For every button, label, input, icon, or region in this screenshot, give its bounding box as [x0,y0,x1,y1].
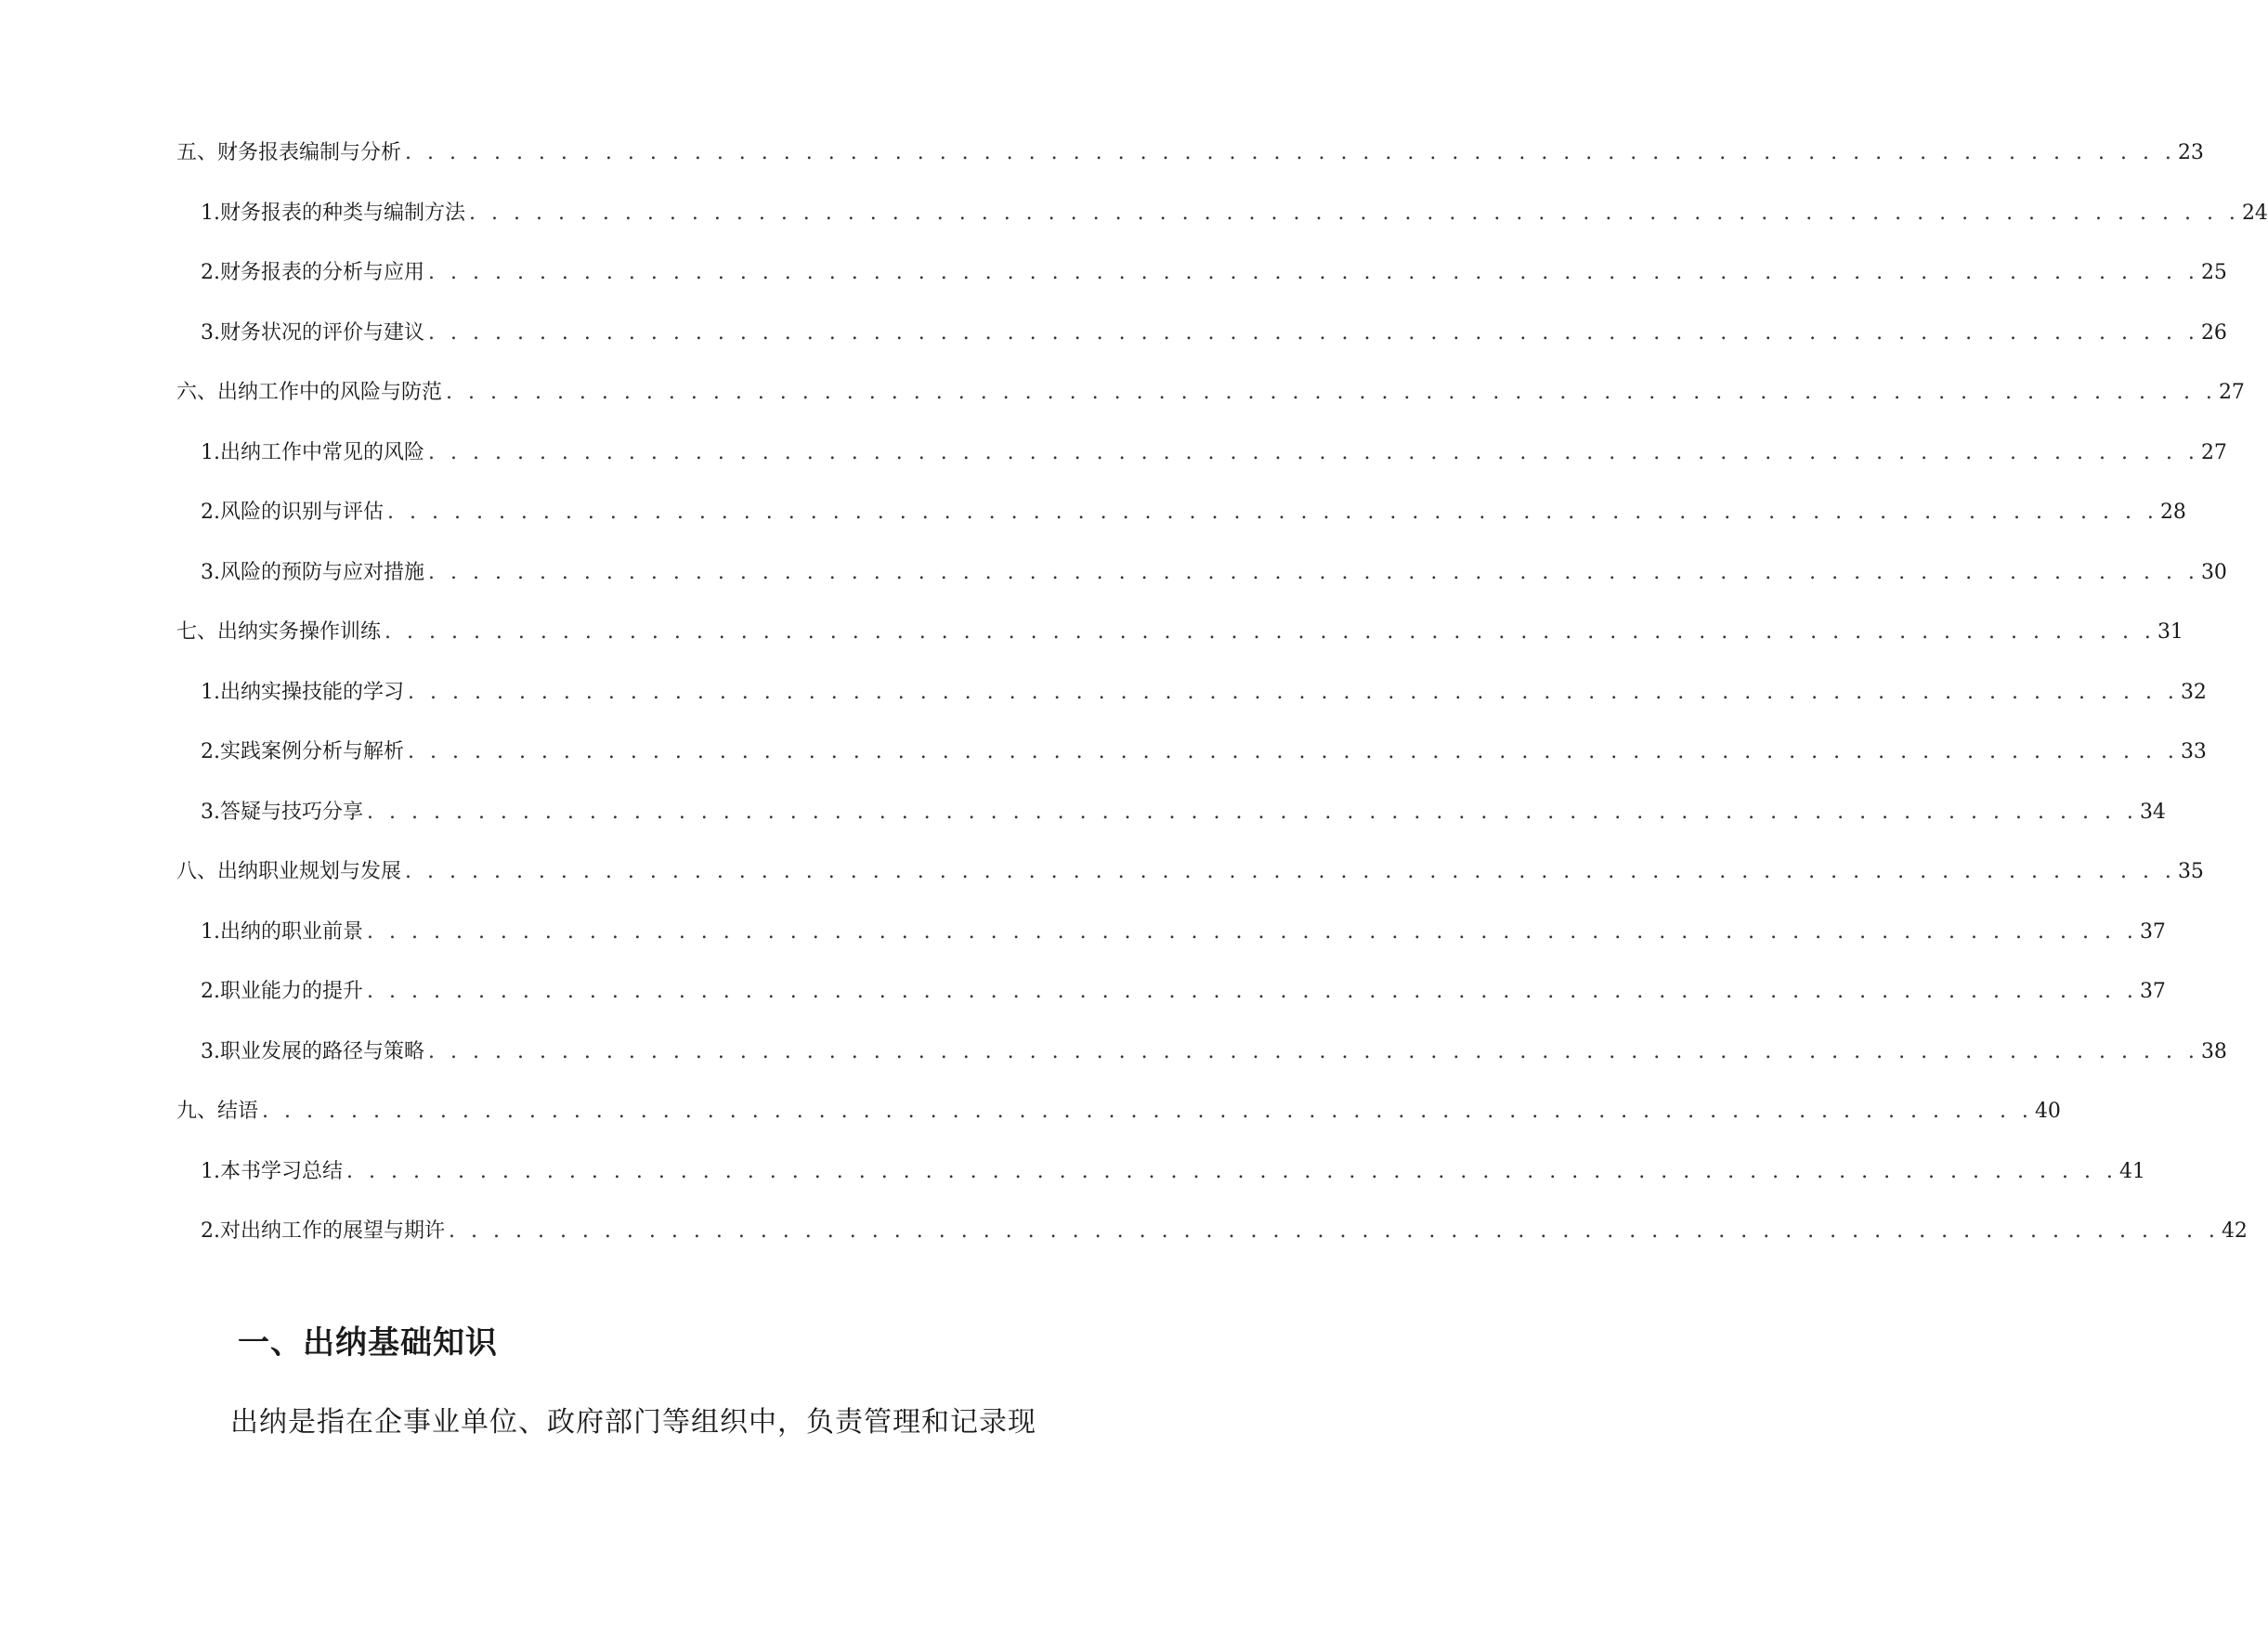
toc-entry-page-number: 26 [2200,321,2227,345]
toc-entry-title: 出纳的职业前景 [220,920,364,944]
toc-entry-number: 3. [201,1040,220,1063]
toc-section-entry[interactable] [201,499,2186,527]
toc-dot-leader: . . . . . . . . . . . . . . . . . . . . . . . . . . . . . . . . . . . . . . . . . . . . . . . . . . . . . . . . . . . . . . . . . . . . . . . . . . . . . . . . [367,920,2138,944]
toc-entry-title: 财务报表的种类与编制方法 [220,202,466,225]
toc-entry-title: 风险的预防与应对措施 [220,561,425,584]
toc-entry-number: 1. [201,202,220,225]
toc-dot-leader: . . . . . . . . . . . . . . . . . . . . . . . . . . . . . . . . . . . . . . . . . . . . . . . . . . . . . . . . . . . . . . . . . . . . . . . . . . . . . . . . [449,1219,2220,1243]
toc-entry-page-number: 37 [2139,980,2166,1003]
toc-entry-page-number: 27 [2200,441,2227,464]
toc-entry-number: 2. [201,261,220,284]
toc-entry-page-number: 28 [2159,501,2186,524]
toc-dot-leader: . . . . . . . . . . . . . . . . . . . . . . . . . . . . . . . . . . . . . . . . . . . . . . . . . . . . . . . . . . . . . . . . . . . . . . . . . . . . . . . . [346,1160,2118,1183]
toc-section-entry[interactable] [201,738,2207,766]
toc-entry-title: 对出纳工作的展望与期许 [220,1219,446,1243]
toc-chapter-entry[interactable] [176,619,2183,646]
toc-entry-page-number: 37 [2139,920,2166,944]
toc-entry-title: 出纳工作中常见的风险 [220,441,425,464]
toc-dot-leader: . . . . . . . . . . . . . . . . . . . . . . . . . . . . . . . . . . . . . . . . . . . . . . . . . . . . . . . . . . . . . . . . . . . . . . . . . . . . . . . . [469,202,2240,225]
toc-entry-number: 2. [201,1219,220,1243]
toc-section-entry[interactable] [201,919,2166,946]
section-paragraph: 出纳是指在企事业单位、政府部门等组织中，负责管理和记录现 [230,1406,1036,1439]
toc-entry-page-number: 33 [2180,740,2207,763]
toc-dot-leader: . . . . . . . . . . . . . . . . . . . . . . . . . . . . . . . . . . . . . . . . . . . . . . . . . . . . . . . . . . . . . . . . . . . . . . . . . . . . . . . . [408,681,2179,704]
toc-entry-title: 风险的识别与评估 [220,501,385,524]
toc-section-entry[interactable] [201,259,2227,287]
toc-dot-leader: . . . . . . . . . . . . . . . . . . . . . . . . . . . . . . . . . . . . . . . . . . . . . . . . . . . . . . . . . . . . . . . . . . . . . . . . . . . . . . . . [262,1100,2033,1123]
toc-entry-page-number: 23 [2177,141,2204,164]
toc-dot-leader: . . . . . . . . . . . . . . . . . . . . . . . . . . . . . . . . . . . . . . . . . . . . . . . . . . . . . . . . . . . . . . . . . . . . . . . . . . . . . . . . [408,740,2179,763]
toc-section-entry[interactable] [201,1218,2248,1245]
toc-dot-leader: . . . . . . . . . . . . . . . . . . . . . . . . . . . . . . . . . . . . . . . . . . . . . . . . . . . . . . . . . . . . . . . . . . . . . . . . . . . . . . . . [428,261,2199,284]
toc-dot-leader: . . . . . . . . . . . . . . . . . . . . . . . . . . . . . . . . . . . . . . . . . . . . . . . . . . . . . . . . . . . . . . . . . . . . . . . . . . . . . . . . [428,441,2199,464]
toc-dot-leader: . . . . . . . . . . . . . . . . . . . . . . . . . . . . . . . . . . . . . . . . . . . . . . . . . . . . . . . . . . . . . . . . . . . . . . . . . . . . . . . . [428,321,2199,345]
toc-entry-title: 五、财务报表编制与分析 [176,141,402,164]
toc-entry-number: 2. [201,501,220,524]
toc-entry-page-number: 41 [2118,1160,2145,1183]
toc-section-entry[interactable] [201,439,2227,467]
toc-entry-page-number: 35 [2177,860,2204,883]
toc-dot-leader: . . . . . . . . . . . . . . . . . . . . . . . . . . . . . . . . . . . . . . . . . . . . . . . . . . . . . . . . . . . . . . . . . . . . . . . . . . . . . . . . [367,980,2138,1003]
toc-section-entry[interactable] [201,319,2227,347]
toc-entry-page-number: 40 [2034,1100,2061,1123]
toc-section-entry[interactable] [201,799,2166,827]
toc-chapter-entry[interactable] [176,1098,2061,1126]
toc-entry-page-number: 25 [2200,261,2227,284]
toc-entry-page-number: 38 [2200,1040,2227,1063]
toc-section-entry[interactable] [201,1158,2145,1186]
toc-entry-title: 九、结语 [176,1100,259,1123]
toc-section-entry[interactable] [201,978,2166,1006]
toc-chapter-entry[interactable] [176,858,2204,886]
toc-entry-page-number: 27 [2218,381,2245,404]
toc-chapter-entry[interactable] [176,379,2245,407]
toc-entry-number: 1. [201,441,220,464]
toc-dot-leader: . . . . . . . . . . . . . . . . . . . . . . . . . . . . . . . . . . . . . . . . . . . . . . . . . . . . . . . . . . . . . . . . . . . . . . . . . . . . . . . . [367,801,2138,824]
toc-entry-title: 八、出纳职业规划与发展 [176,860,402,883]
toc-entry-number: 1. [201,681,220,704]
toc-entry-page-number: 32 [2180,681,2207,704]
toc-entry-title: 财务状况的评价与建议 [220,321,425,345]
toc-entry-page-number: 30 [2200,561,2227,584]
toc-dot-leader: . . . . . . . . . . . . . . . . . . . . . . . . . . . . . . . . . . . . . . . . . . . . . . . . . . . . . . . . . . . . . . . . . . . . . . . . . . . . . . . . [387,501,2158,524]
toc-entry-title: 职业能力的提升 [220,980,364,1003]
toc-section-entry[interactable] [201,559,2227,587]
toc-entry-title: 职业发展的路径与策略 [220,1040,425,1063]
toc-section-entry[interactable] [201,200,2268,228]
toc-entry-number: 3. [201,321,220,345]
toc-entry-page-number: 31 [2157,620,2183,644]
toc-dot-leader: . . . . . . . . . . . . . . . . . . . . . . . . . . . . . . . . . . . . . . . . . . . . . . . . . . . . . . . . . . . . . . . . . . . . . . . . . . . . . . . . [405,141,2176,164]
toc-entry-title: 实践案例分析与解析 [220,740,405,763]
toc-entry-title: 六、出纳工作中的风险与防范 [176,381,443,404]
toc-dot-leader: . . . . . . . . . . . . . . . . . . . . . . . . . . . . . . . . . . . . . . . . . . . . . . . . . . . . . . . . . . . . . . . . . . . . . . . . . . . . . . . . [405,860,2176,883]
toc-entry-page-number: 42 [2221,1219,2248,1243]
toc-entry-title: 出纳实操技能的学习 [220,681,405,704]
toc-section-entry[interactable] [201,679,2207,707]
section-heading: 一、出纳基础知识 [238,1324,498,1362]
toc-entry-title: 本书学习总结 [220,1160,344,1183]
toc-entry-number: 3. [201,561,220,584]
toc-dot-leader: . . . . . . . . . . . . . . . . . . . . . . . . . . . . . . . . . . . . . . . . . . . . . . . . . . . . . . . . . . . . . . . . . . . . . . . . . . . . . . . . [428,1040,2199,1063]
toc-section-entry[interactable] [201,1038,2227,1066]
toc-dot-leader: . . . . . . . . . . . . . . . . . . . . . . . . . . . . . . . . . . . . . . . . . . . . . . . . . . . . . . . . . . . . . . . . . . . . . . . . . . . . . . . . [446,381,2217,404]
toc-entry-page-number: 34 [2139,801,2166,824]
toc-entry-number: 2. [201,740,220,763]
toc-chapter-entry[interactable] [176,139,2204,167]
toc-dot-leader: . . . . . . . . . . . . . . . . . . . . . . . . . . . . . . . . . . . . . . . . . . . . . . . . . . . . . . . . . . . . . . . . . . . . . . . . . . . . . . . . [385,620,2156,644]
toc-entry-title: 答疑与技巧分享 [220,801,364,824]
toc-dot-leader: . . . . . . . . . . . . . . . . . . . . . . . . . . . . . . . . . . . . . . . . . . . . . . . . . . . . . . . . . . . . . . . . . . . . . . . . . . . . . . . . [428,561,2199,584]
toc-entry-number: 1. [201,920,220,944]
toc-entry-title: 七、出纳实务操作训练 [176,620,382,644]
toc-entry-number: 2. [201,980,220,1003]
toc-entry-page-number: 24 [2241,202,2268,225]
toc-entry-number: 1. [201,1160,220,1183]
toc-entry-title: 财务报表的分析与应用 [220,261,425,284]
toc-entry-number: 3. [201,801,220,824]
